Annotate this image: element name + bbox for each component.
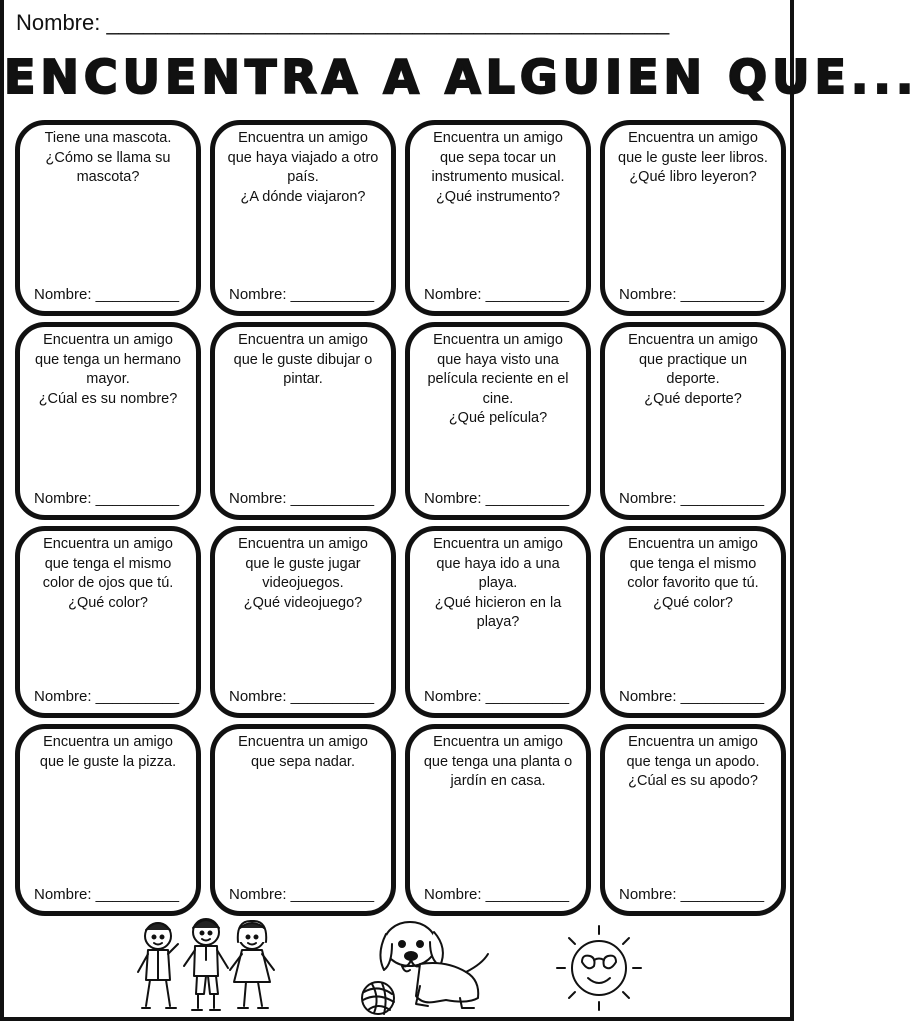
prompt-text: Encuentra un amigo que le guste la pizza. [39, 734, 177, 770]
card-name-line: Nombre: __________ [229, 886, 375, 903]
card-name-line: Nombre: __________ [229, 688, 375, 705]
card-name-line: Nombre: __________ [34, 688, 180, 705]
prompt-card-grid [15, 120, 787, 916]
prompt-text: Encuentra un amigo que sepa nadar. [238, 734, 368, 770]
prompt-text: Encuentra un amigo que tenga un hermano mayor. ¿Cúal es su nombre? [35, 332, 181, 407]
prompt-card [405, 526, 591, 718]
card-name-line: Nombre: __________ [424, 286, 570, 303]
prompt-text: Encuentra un amigo que practique un deporte. ¿Qué deporte? [628, 332, 758, 407]
prompt-text: Encuentra un amigo que sepa tocar un instrumento musical. ¿Qué instrumento? [431, 130, 565, 205]
prompt-text: Encuentra un amigo que le guste jugar videojuegos. ¿Qué videojuego? [238, 536, 368, 611]
card-name-line: Nombre: __________ [34, 286, 180, 303]
prompt-card [405, 322, 591, 520]
sun-with-sunglasses-icon [544, 918, 654, 1014]
prompt-card [600, 120, 786, 316]
card-name-line: Nombre: __________ [34, 490, 180, 507]
prompt-text: Encuentra un amigo que haya visto una película reciente en el cine. ¿Qué película? [427, 332, 569, 426]
card-name-line: Nombre: __________ [619, 688, 765, 705]
prompt-card [210, 322, 396, 520]
prompt-text: Encuentra un amigo que tenga una planta o jardín en casa. [423, 734, 573, 789]
page-title: ENCUENTRA A ALGUIEN QUE... [4, 50, 918, 104]
prompt-card [15, 724, 201, 916]
card-name-line: Nombre: __________ [424, 886, 570, 903]
prompt-text: Encuentra un amigo que le guste leer libros. ¿Qué libro leyeron? [618, 130, 768, 185]
prompt-card [210, 526, 396, 718]
prompt-card [15, 120, 201, 316]
prompt-text: Tiene una mascota. ¿Cómo se llama su mascota? [44, 130, 172, 185]
children-icon [134, 914, 294, 1018]
prompt-card [600, 526, 786, 718]
card-name-line: Nombre: __________ [619, 886, 765, 903]
student-name-line: Nombre: ______________________________________________ [16, 10, 670, 35]
prompt-text: Encuentra un amigo que haya viajado a otro país. ¿A dónde viajaron? [227, 130, 379, 205]
prompt-text: Encuentra un amigo que le guste dibujar o pintar. [233, 332, 373, 387]
prompt-card [405, 120, 591, 316]
card-name-line: Nombre: __________ [619, 286, 765, 303]
prompt-card [210, 724, 396, 916]
prompt-card [600, 724, 786, 916]
prompt-text: Encuentra un amigo que tenga el mismo color de ojos que tú. ¿Qué color? [42, 536, 174, 611]
prompt-text: Encuentra un amigo que tenga el mismo color favorito que tú. ¿Qué color? [627, 536, 759, 611]
card-name-line: Nombre: __________ [424, 490, 570, 507]
prompt-card [210, 120, 396, 316]
prompt-card [15, 526, 201, 718]
prompt-card [600, 322, 786, 520]
card-name-line: Nombre: __________ [34, 886, 180, 903]
card-name-line: Nombre: __________ [619, 490, 765, 507]
prompt-card [15, 322, 201, 520]
puppy-with-ball-icon [350, 914, 500, 1018]
card-name-line: Nombre: __________ [424, 688, 570, 705]
card-name-line: Nombre: __________ [229, 286, 375, 303]
prompt-text: Encuentra un amigo que tenga un apodo. ¿Cúal es su apodo? [626, 734, 760, 789]
prompt-card [405, 724, 591, 916]
prompt-text: Encuentra un amigo que haya ido a una playa. ¿Qué hicieron en la playa? [433, 536, 563, 630]
card-name-line: Nombre: __________ [229, 490, 375, 507]
